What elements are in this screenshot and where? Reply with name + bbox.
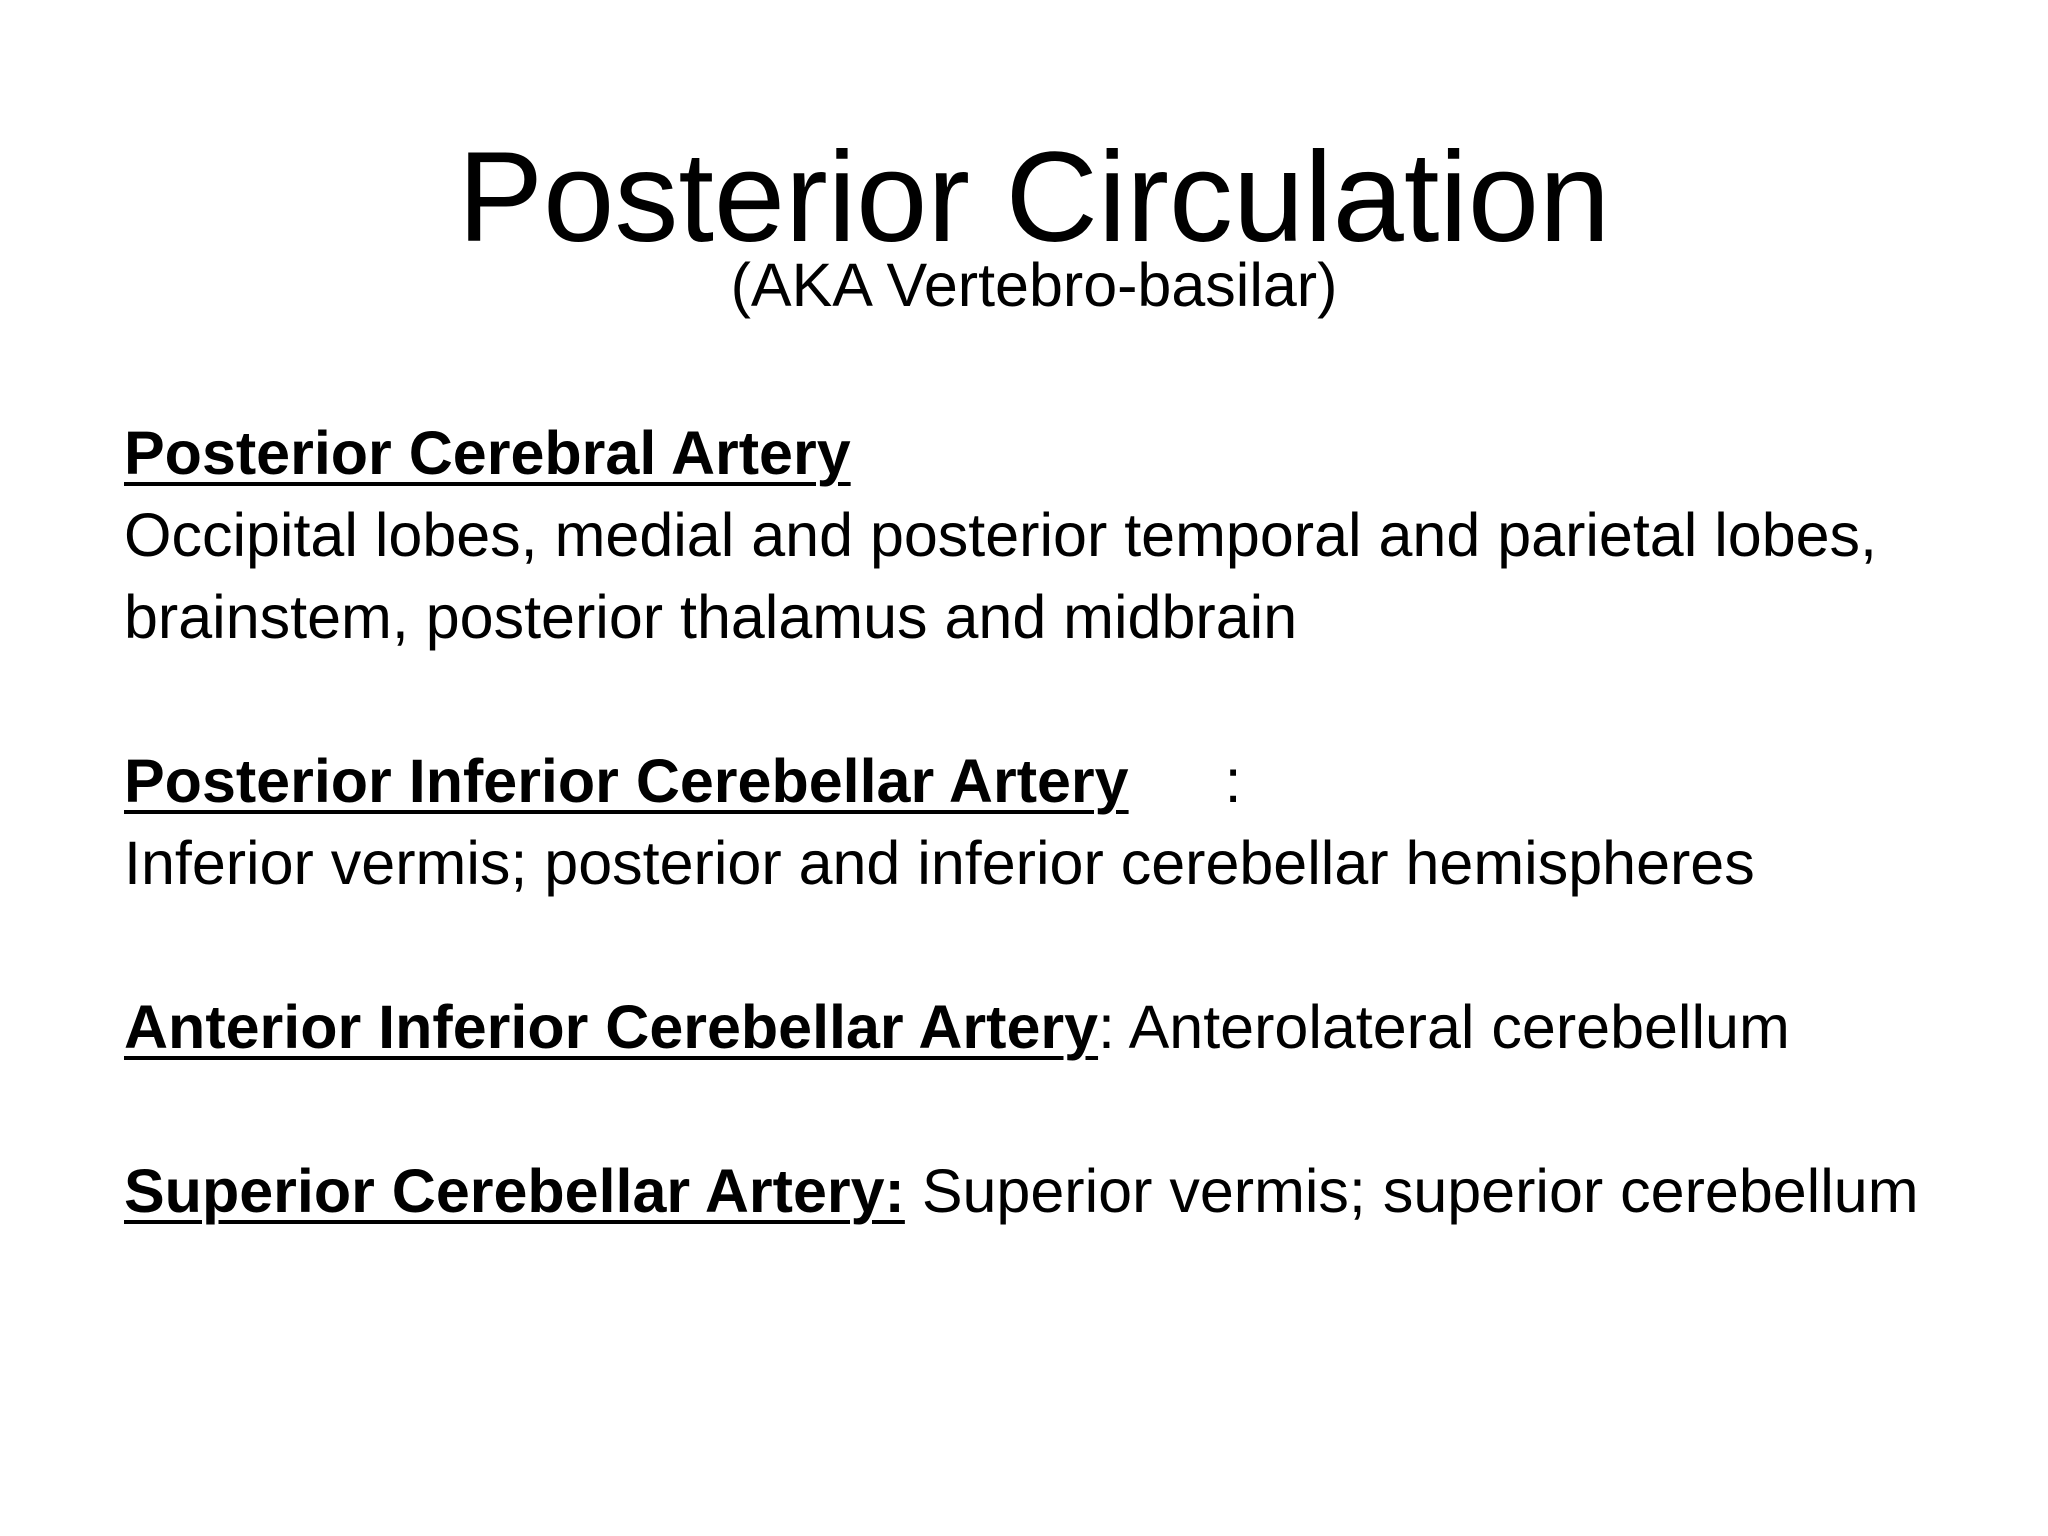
- section-posterior-inferior-cerebellar-artery: [124, 740, 2004, 904]
- section-text: Inferior vermis; posterior and inferior cerebellar hemispheres: [124, 829, 1755, 897]
- section-heading: Posterior Cerebral Artery: [124, 419, 851, 487]
- section-text: Occipital lobes, medial and posterior temporal and parietal lobes, brainstem, posterior thalamus and midbrain: [124, 501, 1878, 651]
- section-posterior-cerebral-artery: [124, 412, 2004, 658]
- slide-title-block: [0, 128, 2048, 318]
- section-heading: Anterior Inferior Cerebellar Artery: [124, 993, 1099, 1061]
- section-separator: :: [1098, 993, 1115, 1061]
- slide-title: Posterior Circulation: [457, 126, 1611, 269]
- section-anterior-inferior-cerebellar-artery: [124, 986, 2004, 1068]
- section-separator: :: [1224, 747, 1242, 815]
- section-heading: Superior Cerebellar Artery:: [124, 1157, 905, 1225]
- slide-body: [124, 412, 2004, 1314]
- section-heading: Posterior Inferior Cerebellar Artery: [124, 747, 1129, 815]
- section-text: Anterolateral cerebellum: [1128, 993, 1790, 1061]
- section-superior-cerebellar-artery: [124, 1150, 2004, 1232]
- section-text: Superior vermis; superior cerebellum: [921, 1157, 1919, 1225]
- slide-subtitle: (AKA Vertebro-basilar): [730, 251, 1338, 319]
